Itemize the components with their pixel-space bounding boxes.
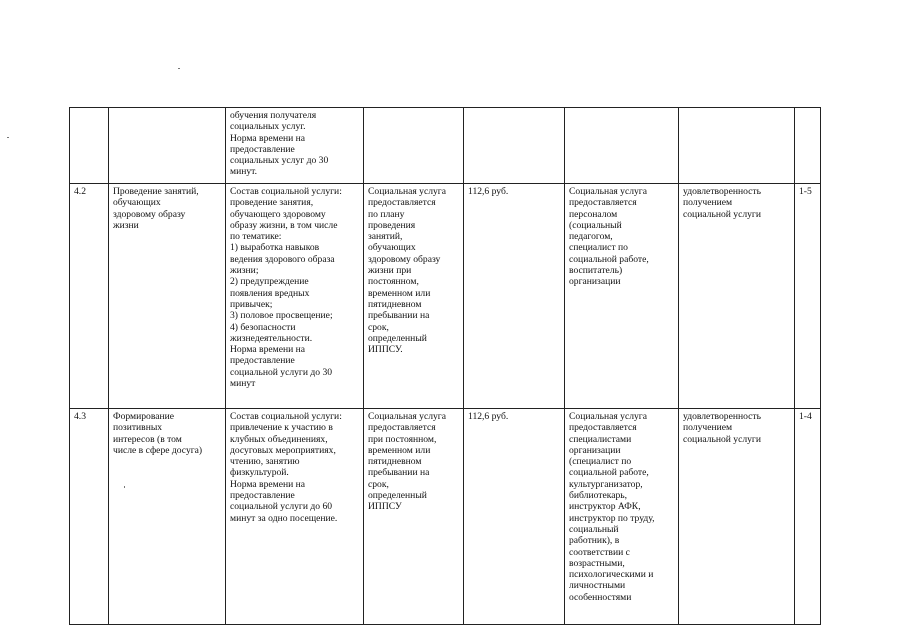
service-number-cell: 4.3 [70, 409, 109, 625]
service-provider-cell: Социальная услуга предоставляется персоналом (социальный педагогом, специалист по социальной работе, воспитатель) организации [565, 184, 679, 409]
service-content-cell: Состав социальной услуги: проведение занятия, обучающего здоровому образу жизни, в том числе по тематике: 1) выработка навыков ведения здорового образа жизни; 2) предупреждение появления вредных привычек; 3) половое просвещение; 4) безопасности жизнедеятельности. Норма времени на предоставление социальной услуги до 30 минут [226, 184, 364, 409]
table-row [70, 108, 821, 184]
service-conditions-cell: Социальная услуга предоставляется по плану проведения занятий, обучающих здоровому образу жизни при постоянном, временном или пятидневном пребывании на срок, определенный ИППСУ. [364, 184, 464, 409]
service-name-cell [109, 108, 226, 184]
service-price-cell [464, 108, 565, 184]
scan-speck [7, 137, 9, 138]
table-row [70, 184, 821, 409]
service-provider-cell: Социальная услуга предоставляется специалистами организации (специалист по социальной работе, культурганизатор, библиотекарь, инструктор АФК, инструктор по труду, социальный работник), в соответствии с возрастными, психологическими и личностными особенностями [565, 409, 679, 625]
table-row [70, 409, 821, 625]
service-content-cell: Состав социальной услуги: привлечение к участию в клубных объединениях, досуговых мероприятиях, чтению, занятию физкультурой. Норма времени на предоставление социальной услуги до 60 минут за одно посещение. [226, 409, 364, 625]
service-name-cell: Формирование позитивных интересов (в том числе в сфере досуга) [109, 409, 226, 625]
services-table [69, 107, 821, 625]
service-name-cell: Проведение занятий, обучающих здоровому образу жизни [109, 184, 226, 409]
rating-cell [795, 108, 821, 184]
service-conditions-cell: Социальная услуга предоставляется при постоянном, временном или пятидневном пребывании на срок, определенный ИППСУ [364, 409, 464, 625]
rating-cell: 1-4 [795, 409, 821, 625]
service-number-cell [70, 108, 109, 184]
quality-indicator-cell: удовлетворенность получением социальной услуги [679, 409, 795, 625]
quality-indicator-cell [679, 108, 795, 184]
rating-cell: 1-5 [795, 184, 821, 409]
scan-speck [178, 68, 180, 69]
service-conditions-cell [364, 108, 464, 184]
service-price-cell: 112,6 руб. [464, 184, 565, 409]
service-price-cell: 112,6 руб. [464, 409, 565, 625]
service-provider-cell [565, 108, 679, 184]
quality-indicator-cell: удовлетворенность получением социальной услуги [679, 184, 795, 409]
service-number-cell: 4.2 [70, 184, 109, 409]
service-content-cell: обучения получателя социальных услуг. Норма времени на предоставление социальных услуг до 30 минут. [226, 108, 364, 184]
